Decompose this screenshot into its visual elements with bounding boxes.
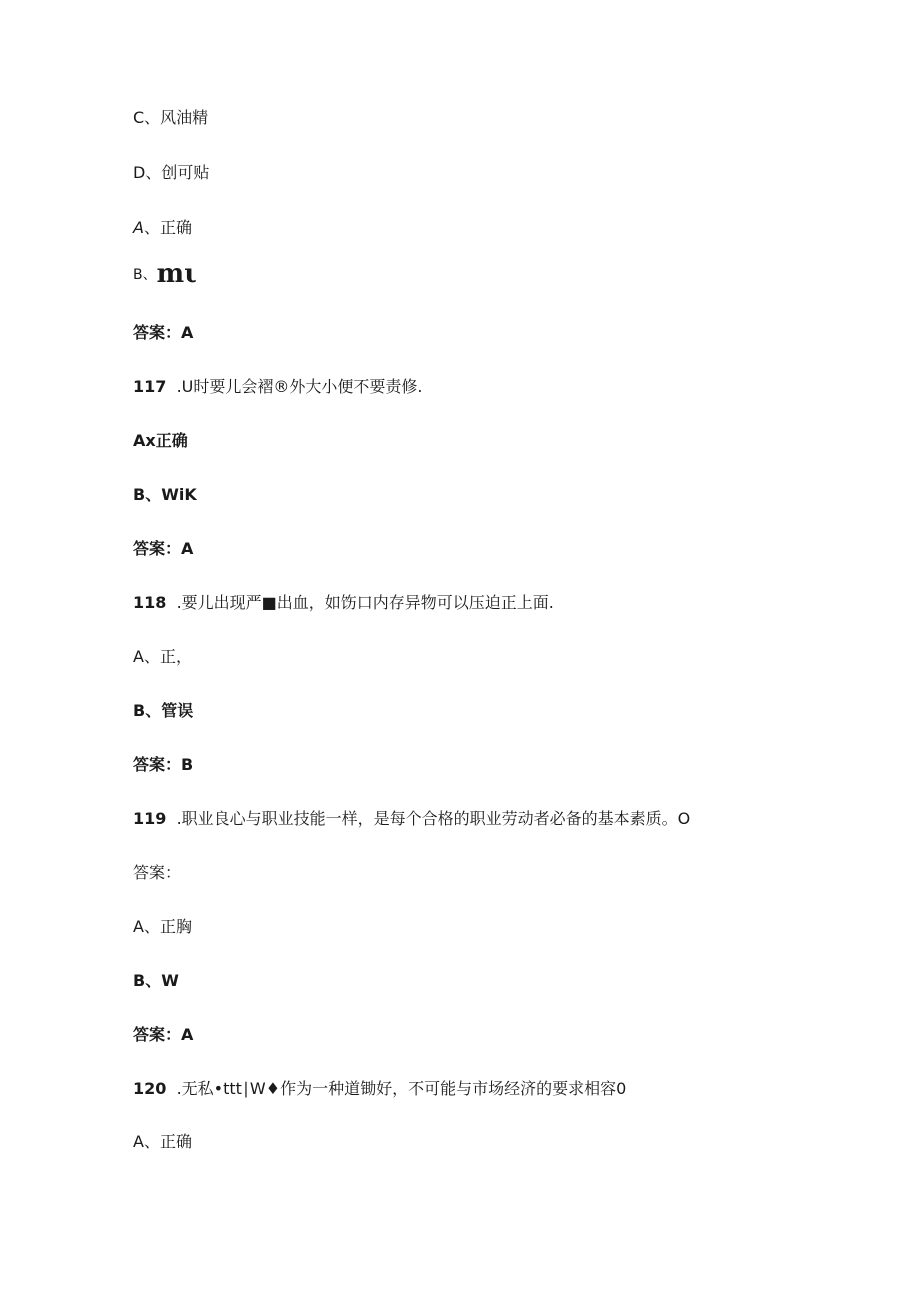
option-b-118: B、管误 bbox=[133, 701, 194, 720]
option-b-text: mι bbox=[156, 259, 197, 289]
option-a-119: A、正胸 bbox=[133, 917, 192, 936]
option-a-text: 、正确 bbox=[143, 218, 192, 237]
question-117-text: .U时要儿会褶®外大小便不要责修. bbox=[176, 377, 423, 396]
option-a-letter: A bbox=[133, 218, 144, 237]
option-b-letter: B、 bbox=[133, 267, 157, 283]
option-a-117: Ax正确 bbox=[133, 431, 188, 450]
option-a bbox=[133, 218, 192, 238]
option-b bbox=[133, 259, 197, 289]
answer-118: 答案：B bbox=[133, 755, 194, 774]
question-119 bbox=[133, 809, 690, 829]
question-119-number: 119 bbox=[133, 809, 167, 828]
question-120-number: 120 bbox=[133, 1079, 167, 1098]
option-a-118: A、正， bbox=[133, 647, 192, 666]
option-d: D、创可贴 bbox=[133, 163, 210, 182]
question-120-text: .无私•ttt∣W♦作为一种道锄好，不可能与市场经济的要求相容0 bbox=[176, 1079, 627, 1098]
question-119-text: .职业良心与职业技能一样，是每个合格的职业劳动者必备的基本素质。O bbox=[176, 809, 691, 828]
answer-119: 答案：A bbox=[133, 1025, 194, 1044]
answer-label-119: 答案： bbox=[133, 863, 182, 882]
question-118-text: .要儿出现严■出血，如饬口内存异物可以压迫正上面. bbox=[176, 593, 554, 612]
answer-116: 答案：A bbox=[133, 323, 194, 342]
question-117 bbox=[133, 377, 422, 397]
question-117-number: 117 bbox=[133, 377, 167, 396]
option-c: C、风油精 bbox=[133, 108, 209, 127]
answer-117: 答案：A bbox=[133, 539, 194, 558]
option-b-117: B、WiK bbox=[133, 485, 197, 504]
option-b-119: B、W bbox=[133, 971, 179, 990]
question-120 bbox=[133, 1079, 626, 1099]
question-118 bbox=[133, 593, 554, 613]
question-118-number: 118 bbox=[133, 593, 167, 612]
option-a-120: A、正确 bbox=[133, 1132, 192, 1151]
